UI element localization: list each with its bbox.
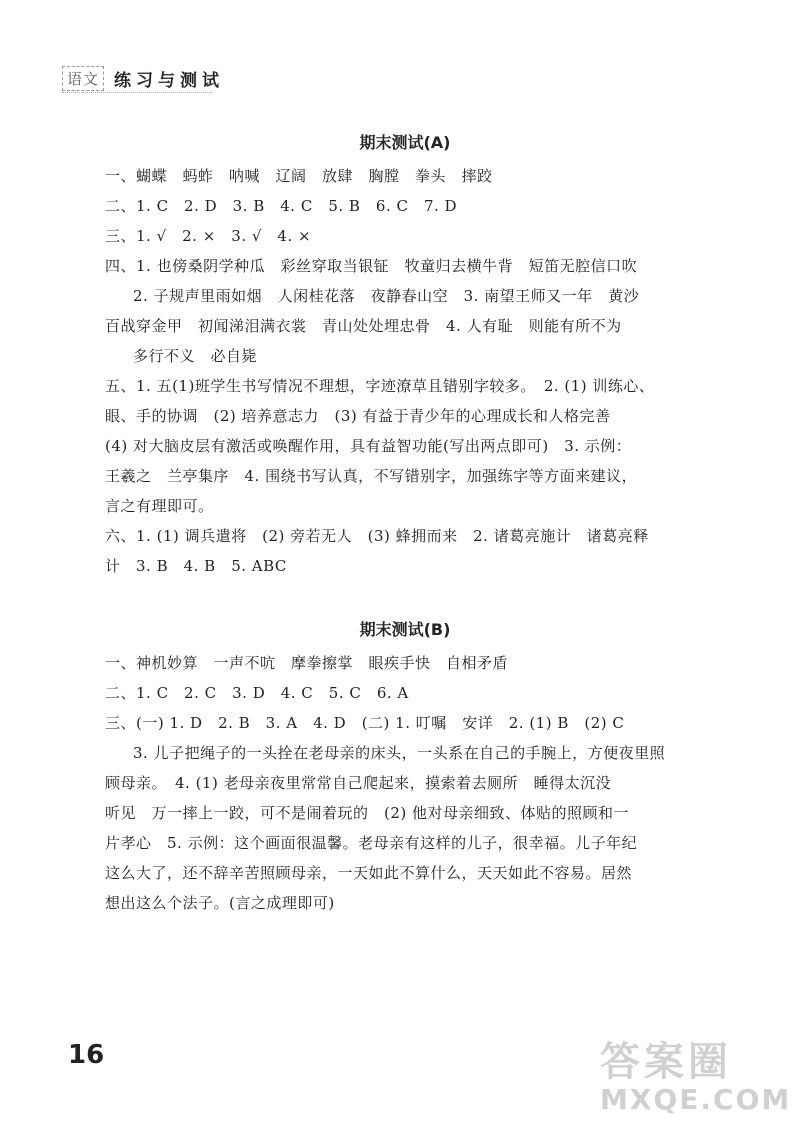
answer-line: 四、1. 也傍桑阴学种瓜 彩丝穿取当银钲 牧童归去横牛背 短笛无腔信口吹 bbox=[105, 257, 638, 275]
answer-content bbox=[105, 130, 705, 918]
answer-line: 3. 儿子把绳子的一头拴在老母亲的床头，一头系在自己的手腕上，方便夜里照 bbox=[133, 744, 666, 762]
subject-label: 语文 bbox=[62, 66, 104, 91]
answer-line: 三、1. √ 2. × 3. √ 4. × bbox=[105, 227, 312, 245]
answer-line: 二、1. C 2. C 3. D 4. C 5. C 6. A bbox=[105, 684, 409, 702]
answer-line: 想出这么个法子。(言之成理即可) bbox=[105, 894, 335, 912]
answer-line: 这么大了，还不辞辛苦照顾母亲，一天如此不算什么，天天如此不容易。居然 bbox=[105, 864, 633, 882]
answer-line: 百战穿金甲 初闻涕泪满衣裳 青山处处埋忠骨 4. 人有耻 则能有所不为 bbox=[105, 317, 622, 335]
section-exam-b bbox=[105, 617, 705, 918]
answer-line: 顾母亲。 4. (1) 老母亲夜里常常自己爬起来，摸索着去厕所 睡得太沉没 bbox=[105, 774, 612, 792]
answer-line: 王羲之 兰亭集序 4. 围绕书写认真，不写错别字，加强练字等方面来建议， bbox=[105, 467, 638, 485]
answer-line: 计 3. B 4. B 5. ABC bbox=[105, 557, 287, 575]
section-gap bbox=[105, 581, 705, 617]
answer-line: 二、1. C 2. D 3. B 4. C 5. B 6. C 7. D bbox=[105, 197, 458, 215]
answer-line: 三、(一) 1. D 2. B 3. A 4. D (二) 1. 叮嘱 安详 2. (1) B (2) C bbox=[105, 714, 625, 732]
answer-line: 六、1. (1) 调兵遣将 (2) 旁若无人 (3) 蜂拥而来 2. 诸葛亮施计 诸葛亮释 bbox=[105, 527, 649, 545]
answer-line: 多行不义 必自毙 bbox=[133, 347, 258, 365]
book-title: 练习与测试 bbox=[114, 70, 225, 91]
answer-line: 片孝心 5. 示例：这个画面很温馨。老母亲有这样的儿子，很幸福。儿子年纪 bbox=[105, 834, 638, 852]
answer-line: 2. 子规声里雨如烟 人闲桂花落 夜静春山空 3. 南望王师又一年 黄沙 bbox=[133, 287, 640, 305]
section-exam-a bbox=[105, 130, 705, 581]
answer-line: 五、1. 五(1)班学生书写情况不理想，字迹潦草且错别字较多。 2. (1) 训练心、 bbox=[105, 377, 655, 395]
answer-line: 一、蝴蝶 蚂蚱 呐喊 辽阔 放肆 胸膛 拳头 摔跤 bbox=[105, 167, 493, 185]
answer-line: (4) 对大脑皮层有激活或唤醒作用，具有益智功能(写出两点即可) 3. 示例： bbox=[105, 437, 632, 455]
page-header bbox=[62, 62, 224, 94]
answer-line: 一、神机妙算 一声不吭 摩拳擦掌 眼疾手快 自相矛盾 bbox=[105, 654, 509, 672]
page-number: 16 bbox=[68, 1040, 105, 1070]
answer-line: 听见 万一摔上一跤，可不是闹着玩的 (2) 他对母亲细致、体贴的照顾和一 bbox=[105, 804, 630, 822]
watermark-bottom-text: MXQE.COM bbox=[600, 1083, 792, 1116]
watermark-top-text: 答案圈 bbox=[600, 1039, 732, 1085]
section-title: 期末测试(A) bbox=[359, 133, 451, 152]
header-divider bbox=[62, 92, 212, 93]
answer-line: 言之有理即可。 bbox=[105, 497, 214, 515]
watermark-logo bbox=[600, 1040, 790, 1115]
section-title: 期末测试(B) bbox=[359, 620, 451, 639]
answer-line: 眼、手的协调 (2) 培养意志力 (3) 有益于青少年的心理成长和人格完善 bbox=[105, 407, 611, 425]
